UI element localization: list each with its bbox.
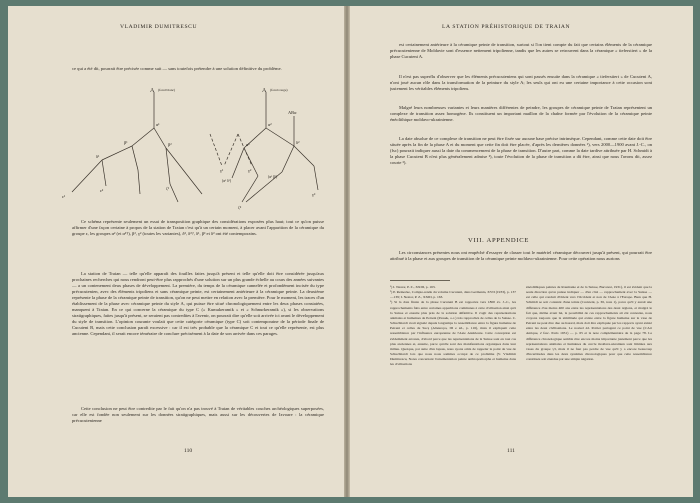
right-paragraph-4: La date absolue de ce complexe de transition ne peut être fixée sur aucune base précise intrinsèque. Cependant, comme cette date doit être située après la fin de la phase A et du moment que cette fin doit être placée, d'après les dernières données ¹), vers 2000—1900 avant J.-C., on (fsc) pourrait indiquer aussi la date du commencement de la phase de transition. D'autre part, comme la date tardive attribuée par H. Schmidt à la phase Cucuteni B n'est plus généralement admise ²), toute l'évolution de la phase de transition a dû être, ainsi que nous l'avons dit, assez courte ³). (390, 136, 652, 166)
right-page-number: 111 (507, 448, 515, 454)
diagram-label-a5: (α¹ β¹) (268, 175, 278, 179)
diagram-label-a2: α² (268, 122, 272, 127)
diagram-label-a-white: A (150, 88, 155, 94)
left-page (8, 6, 344, 497)
diagram-label-a4: (α¹ δ²) (222, 179, 232, 183)
diagram-label-z2: ζ² (238, 205, 242, 210)
diagram-label-fond-blanc: (fond blanc) (158, 88, 176, 92)
diagram-label-d2: δ² (296, 140, 300, 145)
diagram-label-z1: ζ¹ (166, 186, 170, 191)
diagram-label-d1: δ¹ (96, 154, 100, 159)
left-paragraph-1: Ce schéma représente seulement un essai de transposition graphique des considérations exposées plus haut; tout ce qu'on puisse affirmer d'une façon certaine à propos de la station de Traian c'est qu'à un certain moment, à placer avant l'apparition de la céramique du groupe ε, les groupes α² (et α³?), β², γ² (toutes les variantes), δ², δ³?, δ¹, β³ et δ³ ont été contemporains. (72, 219, 324, 237)
diagram-label-b1: β¹ (124, 140, 128, 145)
appendix-paragraph: Les circonstances présentes nous ont empêché d'essayer de classer tout le matériel céramique découvert jusqu'à présent, qui pourrait être attribué à la phase et aux groupes de transition de la céramique peinte moldavo-ukrainienne. Pour cette opération nous aurions (390, 250, 652, 262)
left-page-number: 110 (184, 448, 193, 454)
diagram-label-e1: ε¹ (62, 194, 66, 199)
diagram-label-y2: γ² (248, 168, 252, 173)
diagram-label-fond-rouge: (fond rouge) (270, 88, 288, 92)
appendix-heading: VIII. APPENDICE (468, 237, 530, 244)
diagram-label-a-red: A (262, 88, 267, 94)
diagram-label-aba: ABα (288, 110, 297, 115)
left-intro-paragraph: ce qui a été dit, pourrait être précisée comme suit — sans toutefois prétendre à une solution définitive du problème. (72, 66, 282, 71)
diagram-label-e2: ε² (100, 188, 104, 193)
right-paragraph-3: Malgré leurs nombreuses variantes et leurs manières différentes de peindre, les groupes de céramique peinte de Traian représentent un complexe de transition assez homogène. Ils constituent un important maillon de la chaîne formée par l'évolution de la céramique peinte énéolithique moldavo-ukrainienne. (390, 105, 652, 123)
right-paragraph-2: Il n'est pas superflu d'observer que les éléments précucuteniens qui sont passés ensuite dans la céramique « tieferstiert » de Cucuteni A, n'ont joué aucun rôle dans la transformation de la peinture du style A; les seuls qui ont eu une certaine importance à cette occasion sont justement les véritables éléments tripoliens. (390, 74, 652, 92)
left-paragraph-3: Cette conclusion ne peut être contredite par le fait qu'on n'a pas trouvé à Traian de véritables couches archéologiques superposées, car elle est fondée non seulement sur les données stratigraphiques, mais aussi sur les découvertes de Izvoare : la céramique précucutenienne (72, 406, 324, 424)
right-running-head: LA STATION PRÉHISTORIQUE DE TRAIAN (442, 24, 571, 30)
diagram-label-y3: γ³ (312, 192, 316, 197)
diagram-label-b2: β² (168, 142, 172, 147)
footnote-rule (390, 280, 450, 281)
footnotes-column-left: ¹) I. Nestor, P. Z., XXIII, p. 163. ²) P. Reinecke, Compte-rendu du volume Cucuteni, dans Germania, XVII (1933), p. 137—139; I. Nestor, P. Z., XXIII, p. 163. ³) Si la date finale de la phase Cucuteni B est rapportée vers 1800 av. J.-C., les rapprochements faits entre certaines apparitions communes à cette civilisation ainsi qu'à la Suisse et ensuite plus près de la solution définitive. Il s'agit des représentations animales et humaines de Petreni (Passek, o.c.) très rapprochés de celles de la Suisse. C. Schuchhardt avait signalé depuis longtemps la ressemblance entre la figure humaine de Petreni et celles de Sucș (Alteuropa, III e éd., p. 116), mais il expliquait cette ressemblance par l'influence européenne de l'Asie Antérieure. Cette conception est évidemment erronée, d'abord parce que les représentations de la Suisse sont en tout cas plus anciennes et, ensuite, parce qu'elle sont des manifestations organiques dans leur milieu. Quoique, par suite d'un lapsus, nous ayons omis de rappeler le point de vue de Schuchhardt lors que nous nous sommes occupé de ce problème (V. Vladimir Dumitrescu, Notes concernant l'ornementation peinte anthropomorphe et humaine dans les civilisations (390, 285, 516, 367)
diagram-label-a3: α³ (246, 142, 250, 147)
right-paragraph-1: est certainement antérieure à la céramique peinte de transition, surtout si l'on tient compte du fait que certains éléments de la céramique précucutenienne de Moldavie sont d'essence nettement tripolienne, tandis que les autres se retrouvent dans la céramique « tieferstiert » de la phase Cucuteni A. (390, 42, 652, 60)
phylogenetic-diagram (62, 86, 324, 211)
left-paragraph-2: La station de Traian — telle qu'elle apparaît des fouilles faites jusqu'à présent et telle qu'elle doit être considérée jusqu'aux prochaines recherches qui nous rendront peut-être plus rapprochés d'une solution sur un plus grande échelle au cours des années suivantes — a un contenement deux phases de développement. La première, du temps de la céramique cannelée et profondément incisée du type précucutenien, avec des éléments tripoliens et sans céramique peinte, est certainement antérieure à la céramique peinte. La deuxième représente la phase de la céramique peinte de transition, qu'on ne peut mettre en relation avec la première. Pour le moment, les traces d'un établissement de la phase avec céramique peinte du style A, qui puisse être situé chronologiquement entre les deux phases constatées, manquent à Traian. En ce qui concerne la céramique du type C (« Kumukeramik » et « Schnurkeramik »), si les observations stratigraphiques, faites jusqu'à présent, se seraient pas contredites à l'avenir, on pourrait dire qu'elle soit arrivée ici avant le développement du style de transition. L'opinion courante voulait que cette catégorie céramique (type C) soit contemporaine de la période finale de Cucuteni B, mais cette conclusion paraît excessive : car il est très probable que la céramique C et tout ce qu'elle représente, est plus ancienne. Cependant, il serait encore téméraire de conclure précisément à la date de son arrivée dans ces parages. (72, 271, 324, 337)
footnotes-column-right: énéolithiques peintes de Roumanie et de la Suisse, Bucarest, 1931), il est évident que la seule direction qu'on puisse indiquer — d'un côté — rapprochement avec la Suisse — est celle qui conduit d'Orient vers l'Occident et non de l'Asie à l'Europe. Bien que H. Schmidt se soit contenté d'une teinte (Cucuteni, p. 36, note 1), parce qu'il y aurait une différence d'au moins 400 ans entre les représentations des deux régions, et malgré le fait que, même avant lui, la possibilité de ces rapprochements ait été contestée, nous croyons toujours que la similitude qui existe entre la figure humaine sur le vase de Petreni ne peut être due au hasard, mais doit être expliquée par les rapports ayant existé entre les deux civilisations. Le nouvel éd. Pottier partagent ce point de vue (L'Art Antique, 2 fasc. Paris 1931) — p. 65 et la note complémentaire de la page 78. La différence chronologique semble être encore moins importante justement parce que les représentations animales et humaines du cercle moldave-ukrainien sont limitées aux vases du groupe γ3, mais il ne faut pas perdre de vue qu'il y a encore beaucoup d'incertitudes dans les deux systèmes chronologiques pour que cette ressemblance constituée soit étendue par une simple négation. (526, 285, 652, 362)
diagram-label-y1: γ¹ (220, 168, 224, 173)
diagram-label-a1: α¹ (156, 122, 160, 127)
left-running-head: VLADIMIR DUMITRESCU (120, 24, 198, 30)
right-page (350, 6, 693, 497)
